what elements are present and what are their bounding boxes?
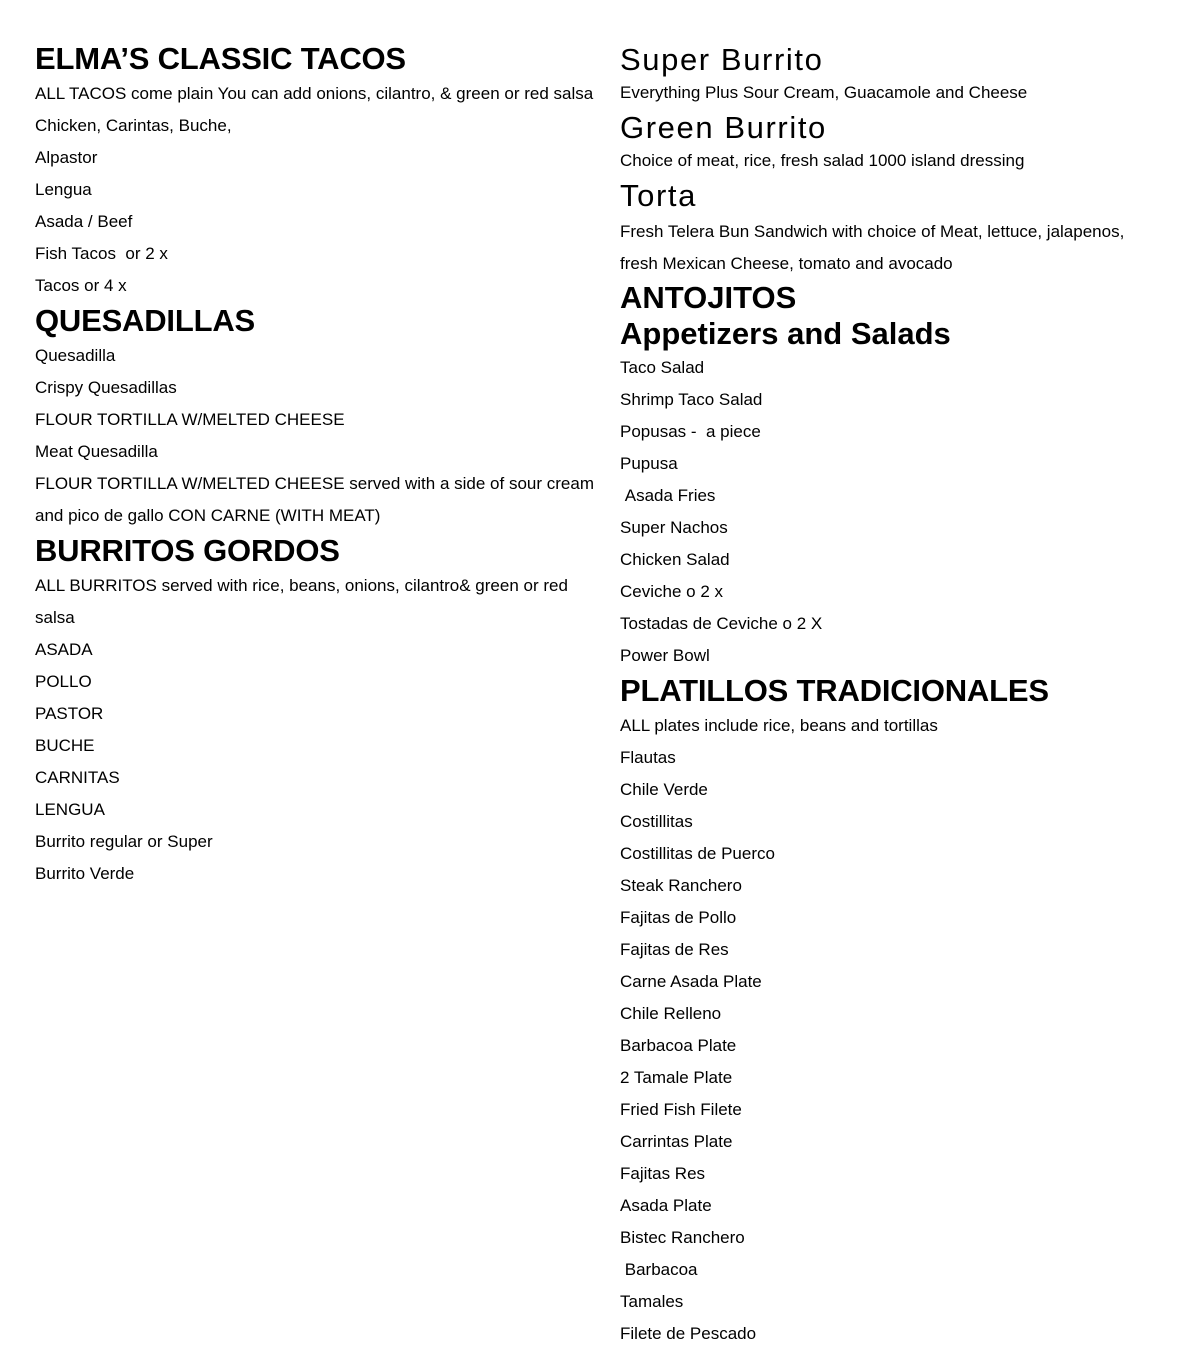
section-green-burrito	[620, 108, 1165, 174]
menu-item: Chicken, Carintas, Buche,	[35, 116, 232, 135]
section-title-tacos: ELMA’S CLASSIC TACOS	[35, 41, 406, 76]
menu-item: Steak Ranchero	[620, 876, 742, 895]
section-description-torta: Fresh Telera Bun Sandwich with choice of Meat, lettuce, jalapenos, fresh Mexican Cheese, tomato and avocado	[620, 222, 1125, 273]
menu-list-burritos	[35, 634, 595, 890]
menu-item: Taco Salad	[620, 358, 705, 377]
menu-item: Chicken Salad	[620, 550, 730, 569]
menu-item: POLLO	[35, 672, 92, 691]
menu-item: Chile Verde	[620, 780, 708, 799]
section-description-green-burrito: Choice of meat, rice, fresh salad 1000 island dressing	[620, 151, 1025, 170]
menu-item: Power Bowl	[620, 646, 710, 665]
section-tacos	[35, 40, 595, 302]
right-column	[620, 40, 1165, 1350]
menu-list-platillos	[620, 742, 1165, 1350]
menu-item: Barbacoa Plate	[620, 1036, 737, 1055]
section-description-super-burrito: Everything Plus Sour Cream, Guacamole and Cheese	[620, 83, 1028, 102]
section-title-torta: Torta	[620, 178, 697, 213]
menu-item: Pupusa	[620, 454, 678, 473]
menu-item: Bistec Ranchero	[620, 1228, 745, 1247]
menu-item: Asada Fries	[620, 486, 716, 505]
menu-item: Fish Tacos or 2 x	[35, 244, 168, 263]
menu-item: PASTOR	[35, 704, 104, 723]
menu-list-antojitos	[620, 352, 1165, 672]
section-description-burritos: ALL BURRITOS served with rice, beans, onions, cilantro& green or red salsa	[35, 576, 568, 627]
menu-item: Asada / Beef	[35, 212, 133, 231]
section-description-tacos: ALL TACOS come plain You can add onions, cilantro, & green or red salsa	[35, 84, 594, 103]
menu-item-description: FLOUR TORTILLA W/MELTED CHEESE served with a side of sour cream and pico de gallo CON CARNE (WITH MEAT)	[35, 474, 594, 525]
menu-item: Filete de Pescado	[620, 1324, 757, 1343]
menu-item: Fajitas Res	[620, 1164, 706, 1183]
menu-item: ASADA	[35, 640, 93, 659]
menu-item: Asada Plate	[620, 1196, 712, 1215]
menu-item: FLOUR TORTILLA W/MELTED CHEESE	[35, 410, 345, 429]
menu-item: LENGUA	[35, 800, 105, 819]
menu-item: Barbacoa	[620, 1260, 698, 1279]
menu-item: Super Nachos	[620, 518, 728, 537]
menu-item: Chile Relleno	[620, 1004, 722, 1023]
menu-item: Fajitas de Res	[620, 940, 729, 959]
menu-item: Tamales	[620, 1292, 684, 1311]
menu-item: Lengua	[35, 180, 92, 199]
menu-item: Costillitas	[620, 812, 693, 831]
menu-item: Crispy Quesadillas	[35, 378, 177, 397]
section-title-quesadillas: QUESADILLAS	[35, 303, 255, 338]
section-subtitle-antojitos: Appetizers and Salads	[620, 316, 951, 351]
section-title-green-burrito: Green Burrito	[620, 110, 827, 145]
section-quesadillas	[35, 302, 595, 532]
menu-item: Carne Asada Plate	[620, 972, 762, 991]
menu-item: Shrimp Taco Salad	[620, 390, 763, 409]
menu-item: Alpastor	[35, 148, 98, 167]
menu-item: Meat Quesadilla	[35, 442, 158, 461]
menu-item: Burrito regular or Super	[35, 832, 213, 851]
menu-item: Tacos or 4 x	[35, 276, 127, 295]
menu-item: Fried Fish Filete	[620, 1100, 742, 1119]
section-platillos	[620, 672, 1165, 1350]
menu-item: 2 Tamale Plate	[620, 1068, 733, 1087]
menu-item: BUCHE	[35, 736, 95, 755]
section-title-super-burrito: Super Burrito	[620, 42, 824, 77]
menu-item: Carrintas Plate	[620, 1132, 733, 1151]
menu-item: CARNITAS	[35, 768, 120, 787]
section-antojitos	[620, 280, 1165, 672]
menu-item: Tostadas de Ceviche o 2 X	[620, 614, 823, 633]
section-description-platillos: ALL plates include rice, beans and tortillas	[620, 716, 938, 735]
section-torta	[620, 176, 1165, 280]
menu-list-tacos	[35, 110, 595, 302]
menu-item: Ceviche o 2 x	[620, 582, 723, 601]
menu-item: Burrito Verde	[35, 864, 135, 883]
menu-list-quesadillas	[35, 340, 595, 532]
menu-item: Flautas	[620, 748, 676, 767]
menu-item: Fajitas de Pollo	[620, 908, 737, 927]
menu-item: Quesadilla	[35, 346, 116, 365]
section-title-burritos: BURRITOS GORDOS	[35, 533, 340, 568]
menu-item: Costillitas de Puerco	[620, 844, 775, 863]
section-title-antojitos: ANTOJITOS	[620, 280, 797, 315]
left-column	[35, 40, 595, 890]
section-title-platillos: PLATILLOS TRADICIONALES	[620, 673, 1049, 708]
section-super-burrito	[620, 40, 1165, 106]
menu-item: Popusas - a piece	[620, 422, 761, 441]
section-burritos	[35, 532, 595, 890]
